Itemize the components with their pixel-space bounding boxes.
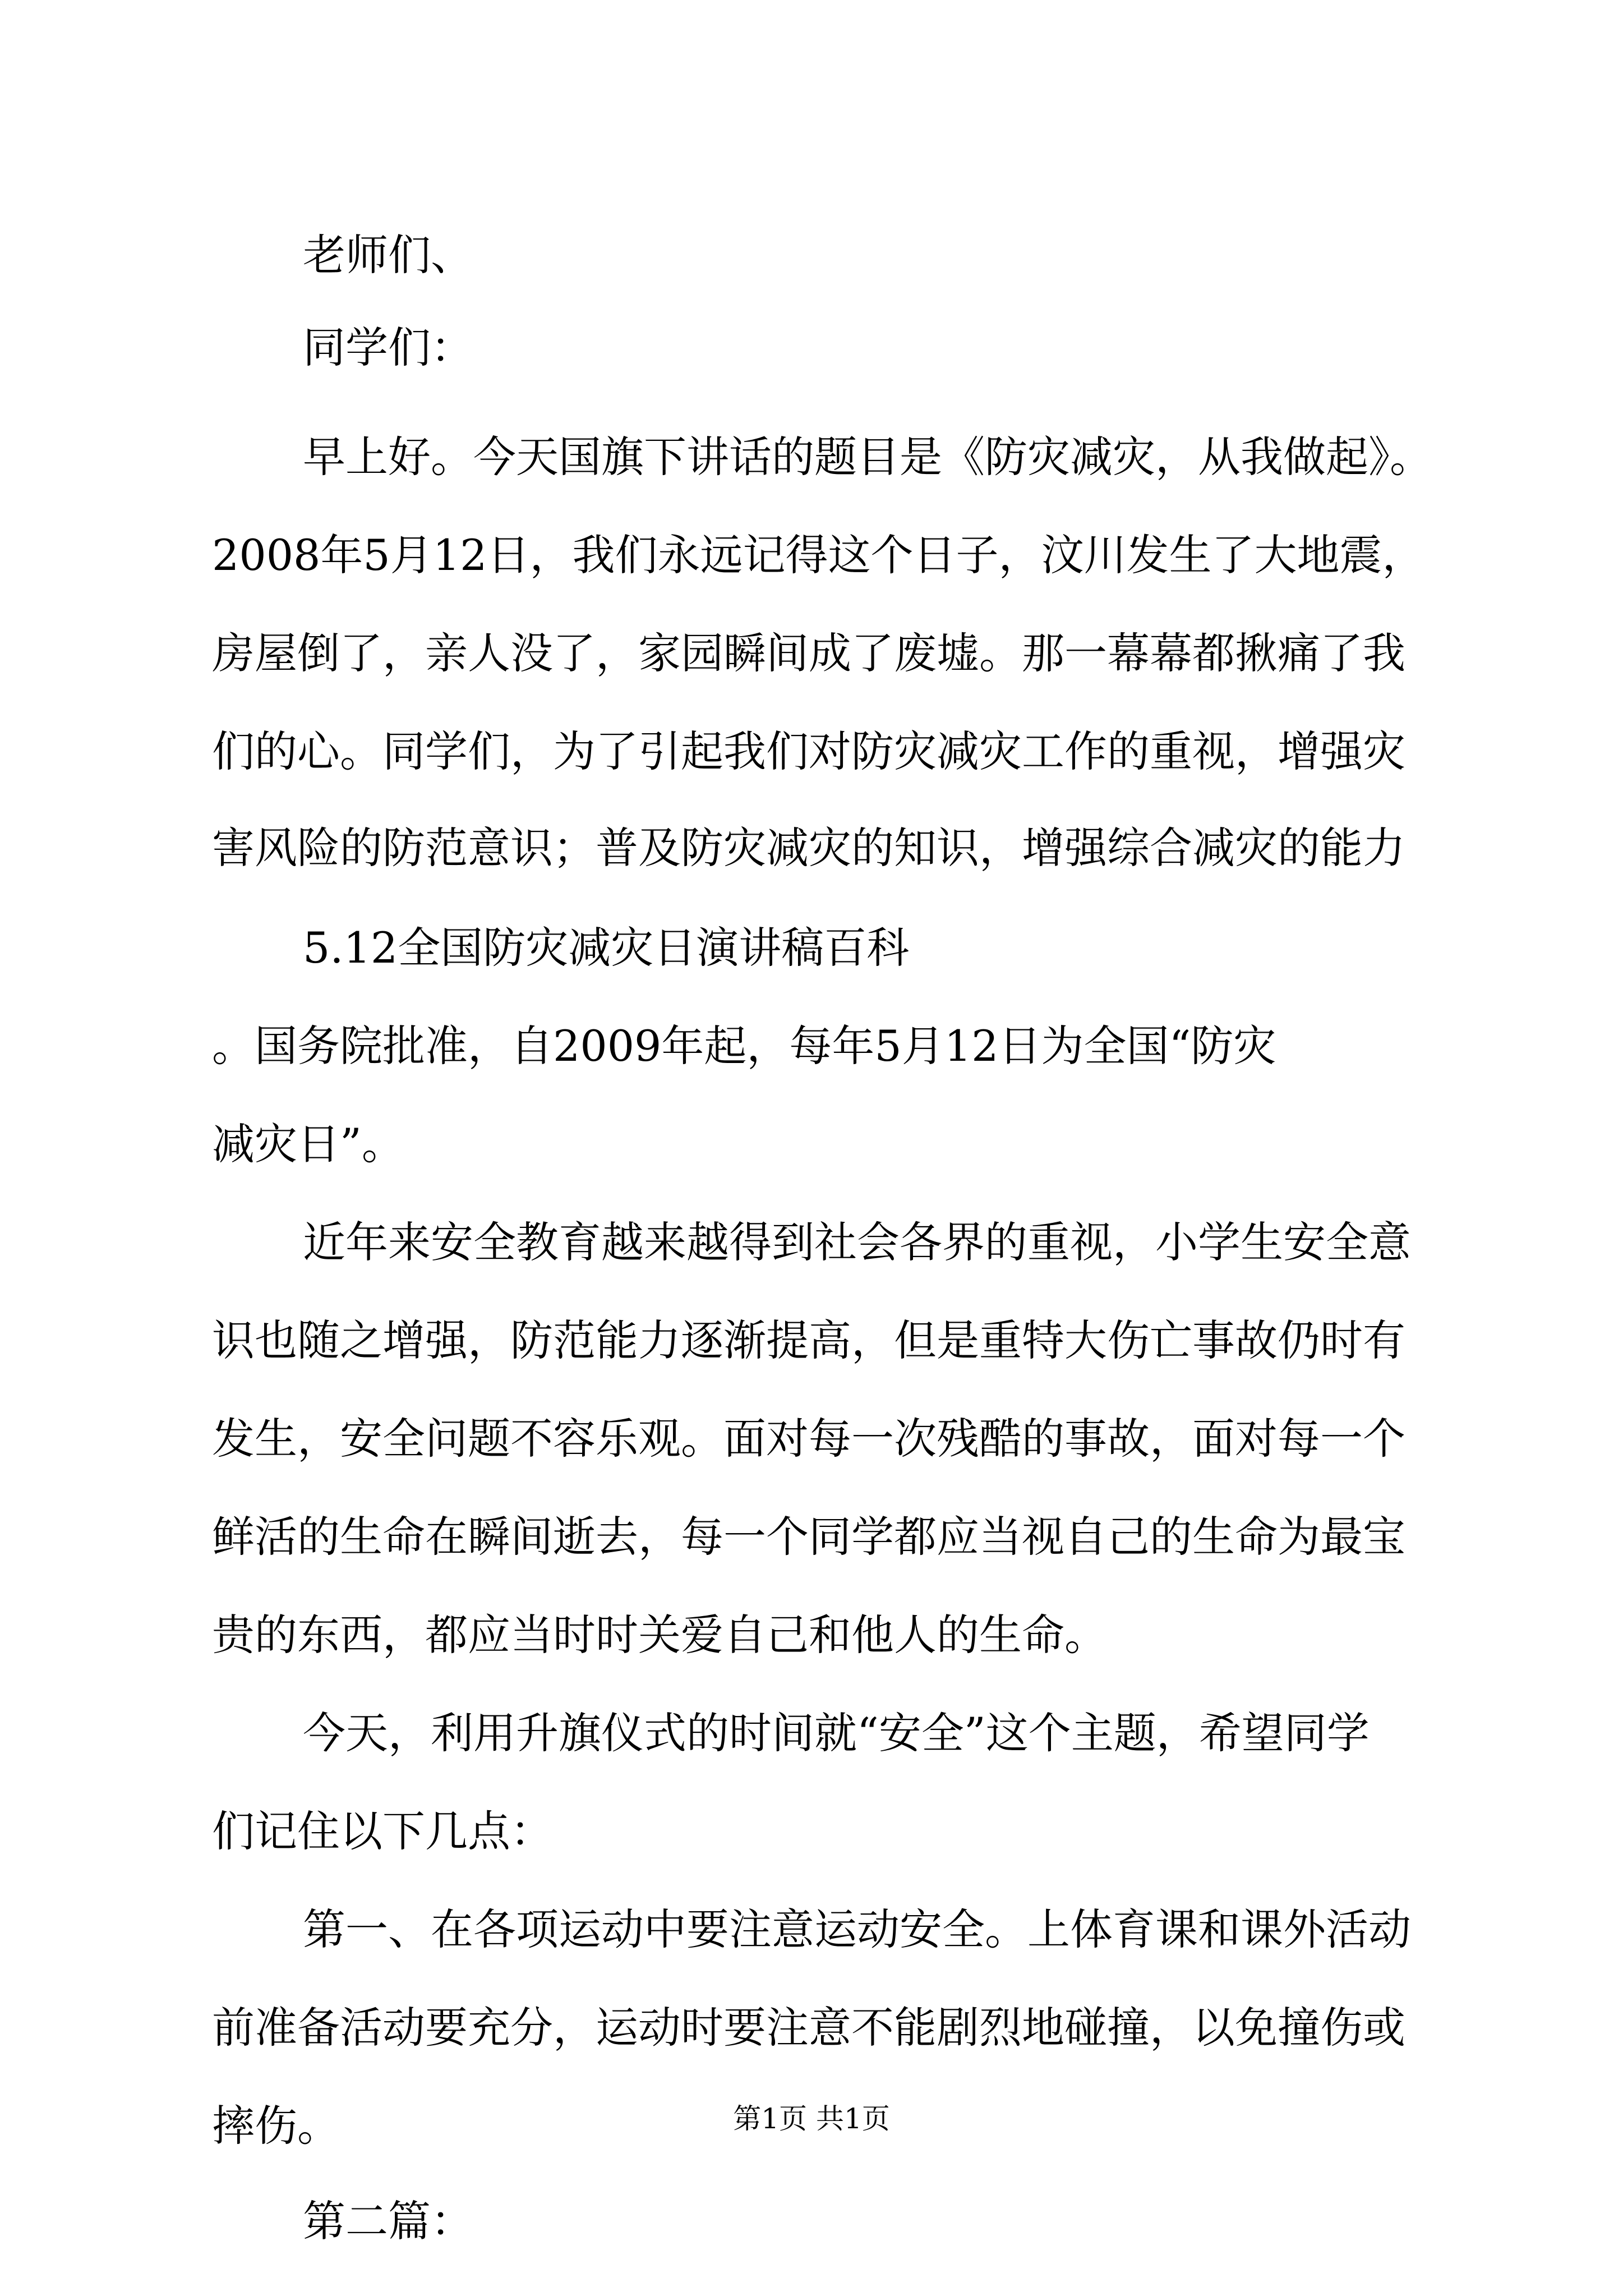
page-number-footer: 第1页 共1页: [733, 2102, 890, 2135]
paragraph-line: 发生，安全问题不容乐观。面对每一次残酷的事故，面对每一个: [212, 1414, 1405, 1464]
paragraph-line: 贵的东西，都应当时时关爱自己和他人的生命。: [212, 1610, 1107, 1660]
paragraph-line: 。国务院批准，自2009年起，每年5月12日为全国“防灾: [212, 1021, 1276, 1071]
paragraph-line: 鲜活的生命在瞬间逝去，每一个同学都应当视自己的生命为最宝: [212, 1512, 1405, 1562]
paragraph-line: 早上好。今天国旗下讲话的题目是《防灾减灾，从我做起》。: [303, 432, 1432, 482]
paragraph-line: 害风险的防范意识；普及防灾减灾的知识，增强综合减灾的能力: [212, 823, 1405, 873]
paragraph-line: 房屋倒了，亲人没了，家园瞬间成了废墟。那一幕幕都揪痛了我: [212, 628, 1405, 678]
paragraph-line: 前准备活动要充分，运动时要注意不能剧烈地碰撞，以免撞伤或: [212, 2003, 1405, 2053]
paragraph-line: 近年来安全教育越来越得到社会各界的重视，小学生安全意: [303, 1217, 1411, 1267]
paragraph-line: 第一、在各项运动中要注意运动安全。上体育课和课外活动: [303, 1904, 1411, 1954]
paragraph-line: 们记住以下几点：: [212, 1806, 553, 1856]
paragraph-line: 们的心。同学们，为了引起我们对防灾减灾工作的重视，增强灾: [212, 726, 1405, 776]
paragraph-line: 2008年5月12日，我们永远记得这个日子，汶川发生了大地震，: [212, 530, 1425, 580]
paragraph-line: 第二篇：: [303, 2196, 473, 2246]
paragraph-line: 5.12全国防灾减灾日演讲稿百科: [303, 923, 910, 973]
paragraph-line: 识也随之增强，防范能力逐渐提高，但是重特大伤亡事故仍时有: [212, 1315, 1405, 1365]
salutation-line: 老师们、: [303, 230, 473, 280]
paragraph-line: 摔伤。: [212, 2101, 340, 2151]
salutation-line: 同学们：: [303, 323, 473, 372]
paragraph-line: 今天，利用升旗仪式的时间就“安全”这个主题，希望同学: [303, 1708, 1370, 1758]
paragraph-line: 减灾日”。: [212, 1119, 404, 1169]
